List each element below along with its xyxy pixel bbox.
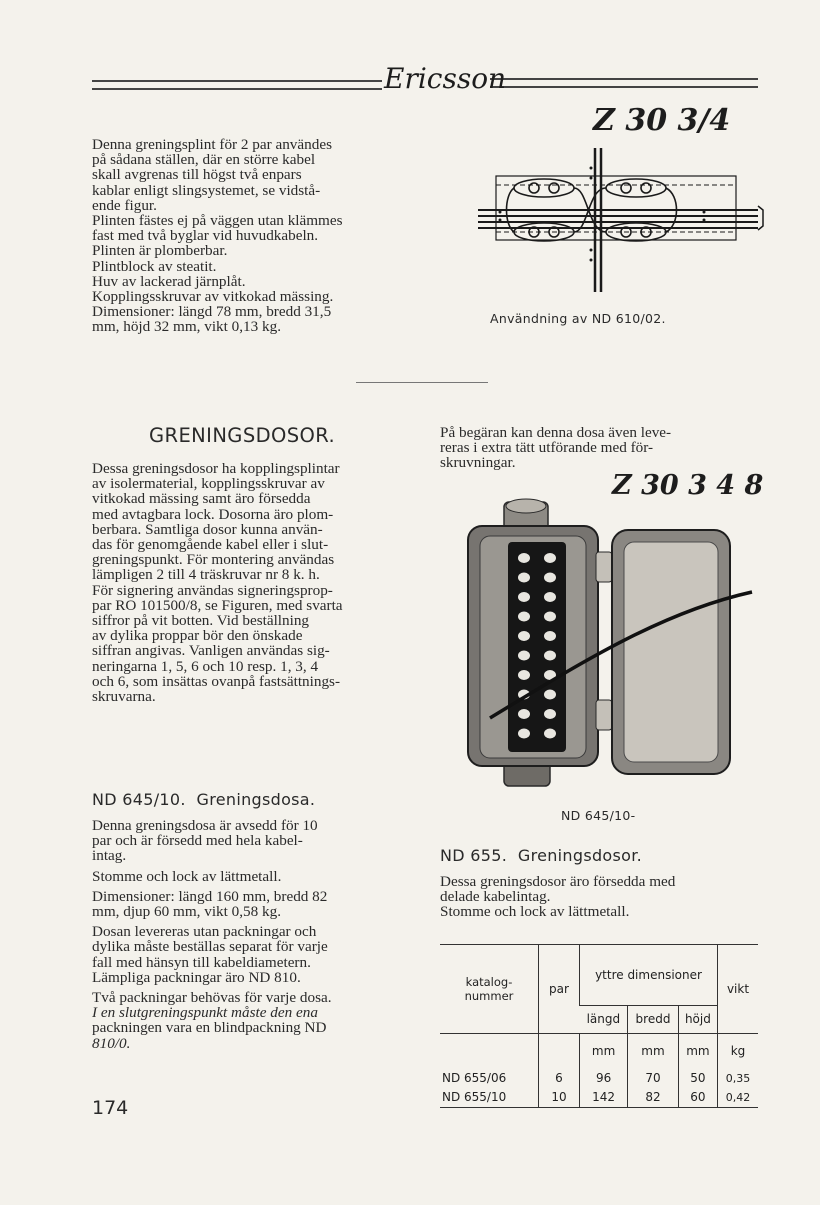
- plint-line: ende figur.: [92, 196, 157, 214]
- nd645-line: Stomme och lock av lättmetall.: [92, 867, 282, 885]
- section-divider: [356, 382, 488, 383]
- terminal-screw: [544, 651, 556, 661]
- dosor-line: neringarna 1, 5, 6 och 10 resp. 1, 3, 4: [92, 657, 319, 675]
- dosor-line: För signering användas signeringsprop-: [92, 581, 333, 599]
- nd645-description: [92, 818, 422, 1051]
- col-catalog-header: katalog-nummer: [464, 974, 514, 1003]
- request-line: reras i extra tätt utförande med för-: [440, 439, 654, 457]
- unit-cell: [440, 1033, 539, 1069]
- nd655-line: delade kabelintag.: [440, 888, 551, 906]
- terminal-screw: [544, 729, 556, 739]
- plint-line: kablar enligt slingsystemet, se vidstå-: [92, 181, 321, 199]
- nd655-description: [440, 874, 770, 920]
- cell-par: 6: [539, 1069, 580, 1087]
- cell-height: 60: [678, 1087, 717, 1107]
- header-rule-left: [92, 80, 382, 90]
- table-row: [440, 1087, 758, 1107]
- dosor-line: och 6, som insättas ovanpå fastsättnings-: [92, 672, 341, 690]
- dosor-description: [92, 461, 422, 704]
- terminal-screw: [518, 612, 530, 622]
- nd645-line: packningen vara en blindpackning ND: [92, 1019, 327, 1037]
- nd655-spec-table: [440, 944, 758, 1108]
- nd645-heading: ND 645/10. Greningsdosa.: [92, 790, 316, 809]
- table-row: [440, 1069, 758, 1087]
- plint-line: Denna greningsplint för 2 par användes: [92, 136, 332, 153]
- plint-line: fast med två byglar vid huvudkabeln.: [92, 227, 319, 245]
- col-width-header: bredd: [628, 1005, 679, 1033]
- cell-width: 70: [628, 1069, 679, 1087]
- plint-line: Plinten är plomberbar.: [92, 242, 228, 260]
- cell-length: 96: [580, 1069, 628, 1087]
- terminal-screw: [544, 709, 556, 719]
- cell-par: 10: [539, 1087, 580, 1107]
- nd655-heading: ND 655. Greningsdosor.: [440, 846, 643, 865]
- ericsson-logo: Ericsson: [384, 62, 507, 95]
- nd655-line: Stomme och lock av lättmetall.: [440, 903, 630, 921]
- col-length-header: längd: [586, 1012, 621, 1026]
- dosor-line: av isolermaterial, kopplingsskruvar av: [92, 475, 325, 493]
- request-line: skruvningar.: [440, 454, 516, 472]
- terminal-screw: [544, 631, 556, 641]
- dosor-line: lämpligen 2 till 4 träskruvar nr 8 k. h.: [92, 566, 320, 584]
- unit-cell: [539, 1033, 580, 1069]
- catalog-code-mid: Z 30 3 4 8: [612, 470, 764, 501]
- nd645-line: Två packningar behövas för varje dosa.: [92, 989, 332, 1007]
- plint-line: Kopplingsskruvar av vitkokad mässing.: [92, 288, 334, 306]
- plint-usage-diagram: [478, 140, 768, 300]
- plint-line: Dimensioner: längd 78 mm, bredd 31,5: [92, 303, 332, 321]
- cell-weight: 0,42: [718, 1087, 759, 1107]
- dosor-line: av dylika proppar bör den önskade: [92, 627, 303, 645]
- terminal-screw: [518, 592, 530, 602]
- nd645-line: fall med hänsyn till kabeldiametern.: [92, 953, 311, 971]
- col-weight-header: vikt: [718, 945, 759, 1033]
- terminal-screw: [544, 612, 556, 622]
- terminal-screw: [518, 631, 530, 641]
- nd645-photo: [462, 492, 758, 790]
- request-note: [440, 425, 770, 471]
- dosor-line: Dessa greningsdosor ha kopplingsplintar: [92, 460, 340, 477]
- dosor-line: siffror på vit botten. Vid beställning: [92, 612, 310, 630]
- nd645-line: Dosan levereras utan packningar och: [92, 923, 317, 941]
- dosor-line: das för genomgående kabel eller i slut-: [92, 536, 329, 554]
- dosor-line: berbara. Samtliga dosor kunna använ-: [92, 520, 323, 538]
- nd645-line: Dimensioner: längd 160 mm, bredd 82: [92, 887, 328, 905]
- plint-line: mm, höjd 32 mm, vikt 0,13 kg.: [92, 318, 282, 336]
- nd655-line: Dessa greningsdosor äro försedda med: [440, 873, 676, 890]
- unit-cell: kg: [718, 1033, 759, 1069]
- col-outer-header: yttre dimensioner: [580, 945, 718, 1005]
- terminal-screw: [518, 573, 530, 583]
- cell-height: 50: [678, 1069, 717, 1087]
- nd645-line: Lämpliga packningar äro ND 810.: [92, 968, 301, 986]
- dosor-line: siffran angivas. Vanligen användas sig-: [92, 642, 330, 660]
- page-number: 174: [92, 1097, 129, 1119]
- terminal-screw: [544, 573, 556, 583]
- plint-figure-caption: Användning av ND 610/02.: [490, 311, 666, 326]
- unit-cell: mm: [628, 1033, 679, 1069]
- nd645-line: I en slutgreningspunkt måste den ena: [92, 1004, 318, 1022]
- terminal-screw: [544, 592, 556, 602]
- catalog-code-top: Z 30 3/4: [593, 103, 731, 138]
- nd645-photo-caption: ND 645/10-: [561, 808, 636, 823]
- terminal-screw: [518, 709, 530, 719]
- cell-weight: 0,35: [718, 1069, 759, 1087]
- terminal-screw: [518, 670, 530, 680]
- nd645-line: 810/0.: [92, 1034, 131, 1052]
- terminal-screw: [544, 690, 556, 700]
- nd645-line: Denna greningsdosa är avsedd för 10: [92, 817, 318, 834]
- cell-width: 82: [628, 1087, 679, 1107]
- dosor-line: greningspunkt. För montering användas: [92, 551, 335, 569]
- plint-line: Huv av lackerad järnplåt.: [92, 272, 246, 290]
- terminal-screw: [518, 729, 530, 739]
- nd645-line: mm, djup 60 mm, vikt 0,58 kg.: [92, 903, 282, 921]
- plint-line: skall avgrenas till högst två enpars: [92, 166, 302, 184]
- cell-catalog: ND 655/06: [442, 1071, 507, 1085]
- col-height-header: höjd: [678, 1005, 717, 1033]
- cell-length: 142: [580, 1087, 628, 1107]
- cell-catalog: ND 655/10: [442, 1090, 507, 1104]
- nd645-line: dylika måste beställas separat för varje: [92, 938, 328, 956]
- nd645-line: par och är försedd med hela kabel-: [92, 832, 303, 850]
- terminal-screw: [518, 553, 530, 563]
- dosor-line: skruvarna.: [92, 688, 156, 706]
- terminal-screw: [544, 553, 556, 563]
- header-rule-right: [490, 78, 758, 88]
- col-par-header: par: [539, 945, 580, 1033]
- request-line: På begäran kan denna dosa även leve-: [440, 424, 672, 441]
- dosor-line: vitkokad mässing samt äro försedda: [92, 490, 311, 508]
- plint-description: [92, 137, 422, 335]
- nd645-line: intag.: [92, 847, 127, 865]
- plint-line: Plintblock av steatit.: [92, 257, 217, 275]
- unit-cell: mm: [678, 1033, 717, 1069]
- dosor-line: med avtagbara lock. Dosorna äro plom-: [92, 505, 334, 523]
- plint-line: på sådana ställen, där en större kabel: [92, 151, 316, 169]
- dosor-heading: GRENINGSDOSOR.: [149, 424, 336, 447]
- plint-line: Plinten fästes ej på väggen utan klämmes: [92, 212, 343, 230]
- terminal-screw: [518, 651, 530, 661]
- dosor-line: par RO 101500/8, se Figuren, med svarta: [92, 596, 343, 614]
- unit-cell: mm: [580, 1033, 628, 1069]
